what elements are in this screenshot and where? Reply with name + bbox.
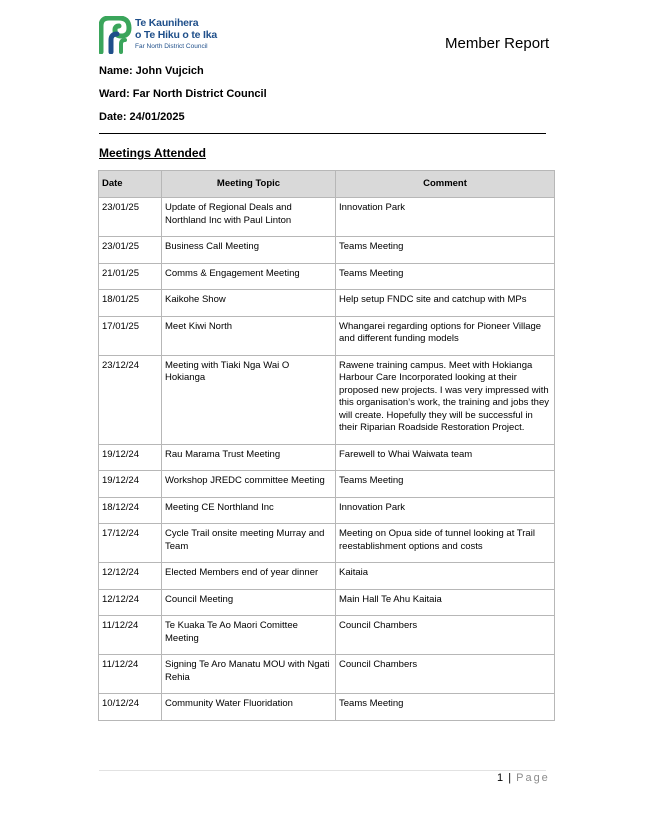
cell-topic: Community Water Fluoridation [162,694,336,721]
cell-date: 11/12/24 [99,616,162,655]
logo-line-1: Te Kaunihera [135,17,199,29]
cell-date: 18/12/24 [99,497,162,524]
section-title: Meetings Attended [99,146,206,160]
cell-date: 12/12/24 [99,563,162,590]
table-row [99,198,555,237]
cell-comment: Innovation Park [336,497,555,524]
table-row [99,471,555,498]
table-row [99,355,555,444]
table-row [99,263,555,290]
cell-topic: Meeting CE Northland Inc [162,497,336,524]
cell-date: 23/01/25 [99,237,162,264]
table-header-row [99,171,555,198]
cell-date: 11/12/24 [99,655,162,694]
cell-topic: Comms & Engagement Meeting [162,263,336,290]
cell-comment: Rawene training campus. Meet with Hokianga Harbour Care Incorporated looking at their proposed new projects. I was very impressed with this organisation’s work, the training and jobs they will create. Hopefully they will be successful in their Riparian Roadside Restoration Project. [336,355,555,444]
cell-comment: Teams Meeting [336,694,555,721]
table-row [99,655,555,694]
report-date: Date: 24/01/2025 [99,111,185,123]
cell-comment: Teams Meeting [336,237,555,264]
cell-topic: Workshop JREDC committee Meeting [162,471,336,498]
table-row [99,290,555,317]
cell-topic: Business Call Meeting [162,237,336,264]
cell-topic: Council Meeting [162,589,336,616]
page-footer [497,772,550,784]
cell-comment: Whangarei regarding options for Pioneer Village and different funding models [336,316,555,355]
cell-date: 19/12/24 [99,444,162,471]
cell-date: 17/01/25 [99,316,162,355]
table-row [99,237,555,264]
cell-topic: Update of Regional Deals and Northland Inc with Paul Linton [162,198,336,237]
table-row [99,524,555,563]
cell-date: 17/12/24 [99,524,162,563]
cell-comment: Farewell to Whai Waiwata team [336,444,555,471]
cell-topic: Meeting with Tiaki Nga Wai O Hokianga [162,355,336,444]
footer-separator: | [508,772,512,784]
cell-comment: Kaitaia [336,563,555,590]
cell-date: 10/12/24 [99,694,162,721]
footer-divider [99,770,546,771]
table-row [99,616,555,655]
logo-line-3: Far North District Council [135,43,208,50]
header-comment: Comment [336,171,555,198]
logo-line-2: o Te Hiku o te Ika [135,29,217,41]
cell-date: 12/12/24 [99,589,162,616]
cell-date: 18/01/25 [99,290,162,317]
report-title: Member Report [445,35,550,52]
table-row [99,316,555,355]
cell-topic: Kaikohe Show [162,290,336,317]
table-row [99,444,555,471]
cell-comment: Meeting on Opua side of tunnel looking at Trail reestablishment options and costs [336,524,555,563]
table-row [99,563,555,590]
page-label: Page [516,772,550,784]
page-number: 1 [497,772,504,784]
table-row [99,589,555,616]
cell-comment: Help setup FNDC site and catchup with MPs [336,290,555,317]
member-ward: Ward: Far North District Council [99,88,267,100]
cell-comment: Council Chambers [336,655,555,694]
table-row [99,497,555,524]
cell-topic: Elected Members end of year dinner [162,563,336,590]
cell-topic: Te Kuaka Te Ao Maori Comittee Meeting [162,616,336,655]
cell-comment: Main Hall Te Ahu Kaitaia [336,589,555,616]
cell-date: 23/01/25 [99,198,162,237]
cell-topic: Signing Te Aro Manatu MOU with Ngati Rehia [162,655,336,694]
header-meeting-topic: Meeting Topic [162,171,336,198]
cell-topic: Cycle Trail onsite meeting Murray and Team [162,524,336,563]
cell-topic: Meet Kiwi North [162,316,336,355]
cell-date: 21/01/25 [99,263,162,290]
member-name: Name: John Vujcich [99,65,204,77]
cell-comment: Council Chambers [336,616,555,655]
council-logo [99,14,215,58]
cell-comment: Innovation Park [336,198,555,237]
table-row [99,694,555,721]
header-divider [99,133,546,134]
meetings-table [98,170,555,721]
cell-comment: Teams Meeting [336,263,555,290]
cell-topic: Rau Marama Trust Meeting [162,444,336,471]
koru-logo-icon [99,16,133,54]
cell-date: 23/12/24 [99,355,162,444]
header-date: Date [99,171,162,198]
cell-comment: Teams Meeting [336,471,555,498]
cell-date: 19/12/24 [99,471,162,498]
